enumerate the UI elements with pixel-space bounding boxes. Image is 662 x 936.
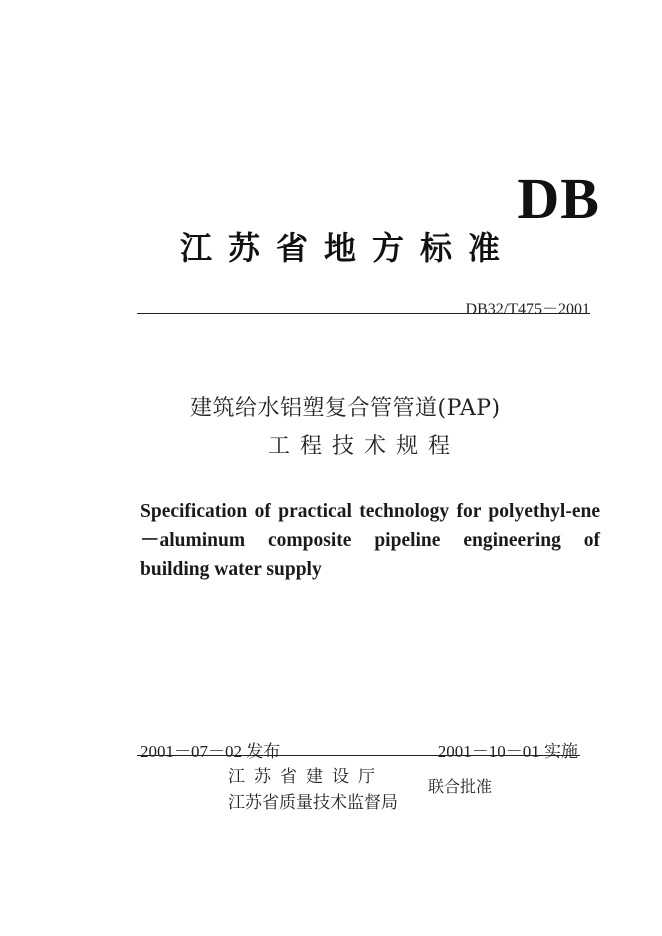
standard-number: DB32/T475－2001 [465, 301, 590, 318]
issuer-quality-bureau: 江苏省质量技术监督局 [228, 793, 398, 813]
db-mark: DB [517, 166, 600, 231]
bottom-divider [137, 755, 580, 756]
title-chinese-line-1: 建筑给水铝塑复合管管道(PAP) [190, 396, 501, 421]
standard-type: 江苏省地方标准 [180, 229, 517, 267]
top-divider [137, 313, 590, 314]
implement-date: 2001－10－01 实施 [437, 742, 578, 761]
title-english: Specification of practical technology for polyethyl-ene－aluminum composite pipeline engineering of building water supply [140, 501, 600, 580]
issue-date: 2001－07－02 发布 [140, 742, 281, 761]
title-chinese-line-2: 工程技术规程 [268, 434, 461, 459]
issuer-construction-dept: 江苏省建设厅 [228, 767, 384, 787]
joint-approval: 联合批准 [428, 777, 493, 796]
